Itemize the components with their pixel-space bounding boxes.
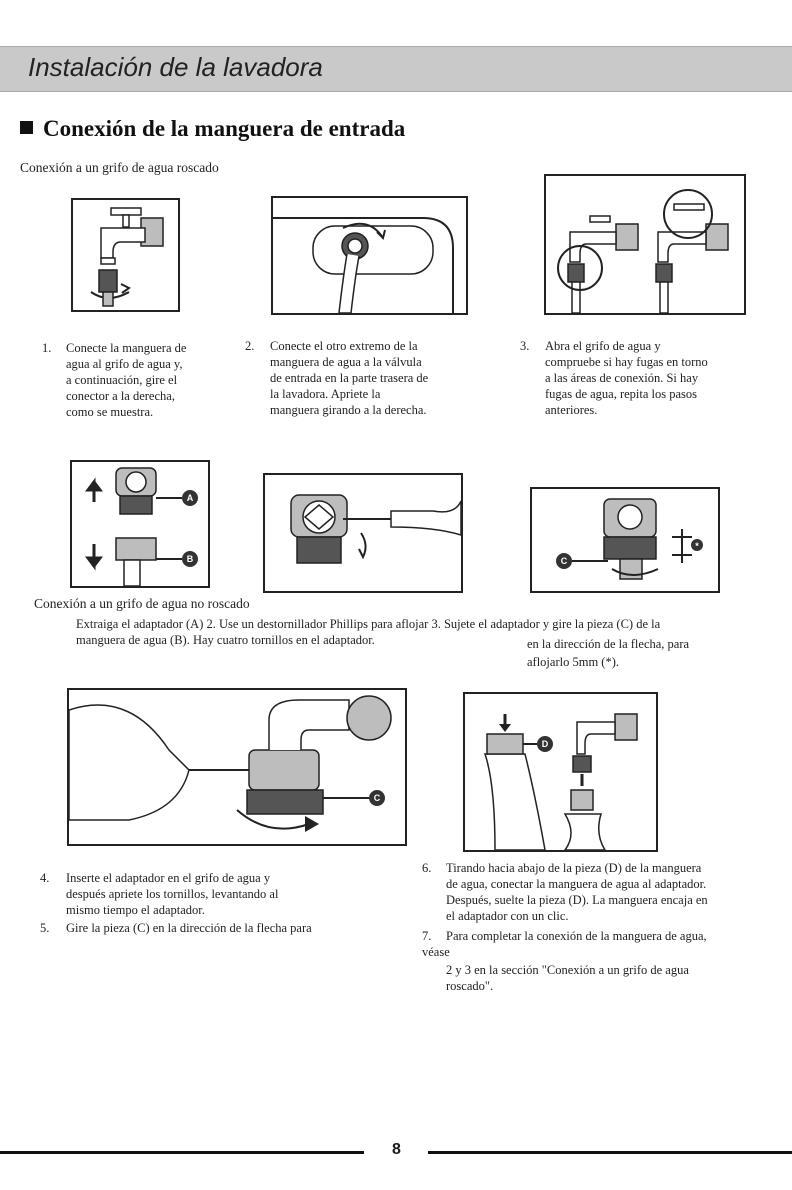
step-1-text bbox=[66, 340, 236, 420]
step-4-number: 4. bbox=[40, 871, 50, 885]
step-2-text bbox=[270, 338, 480, 418]
step-3-line: compruebe si hay fugas en torno bbox=[545, 355, 708, 369]
nonthreaded-subtitle: Conexión a un grifo de agua no roscado bbox=[34, 596, 250, 611]
threaded-subtitle: Conexión a un grifo de agua roscado bbox=[20, 160, 219, 175]
step-1-line: agua al grifo de agua y, bbox=[66, 357, 183, 371]
label-c: C bbox=[560, 556, 568, 566]
step-7-number: 7. bbox=[422, 929, 432, 943]
page-number: 8 bbox=[392, 1141, 401, 1158]
section-title bbox=[20, 116, 405, 142]
step-6-line: Tirando hacia abajo de la pieza (D) de la manguera bbox=[446, 861, 702, 875]
step-6-line: el adaptador con un clic. bbox=[446, 909, 569, 923]
step-2-line: Conecte el otro extremo de la bbox=[270, 339, 418, 353]
step-6-line: de agua, conectar la manguera de agua al adaptador. bbox=[446, 877, 707, 891]
label-star: * bbox=[695, 541, 699, 551]
step-5-text bbox=[66, 920, 366, 936]
figure-check-leaks bbox=[544, 174, 746, 315]
figure-tap-connect bbox=[71, 198, 180, 312]
label-d: D bbox=[541, 739, 549, 749]
label-b: B bbox=[186, 554, 194, 564]
step-5-line: Gire la pieza (C) en la dirección de la flecha para bbox=[66, 921, 312, 935]
step-6-number: 6. bbox=[422, 861, 432, 875]
step-2-line: la lavadora. Apriete la bbox=[270, 387, 381, 401]
step-3-line: Abra el grifo de agua y bbox=[545, 339, 661, 353]
footer-rule-right bbox=[428, 1151, 792, 1154]
step-3-line: fugas de agua, repita los pasos bbox=[545, 387, 698, 401]
nonthreaded-line-2b: en la dirección de la flecha, para bbox=[527, 637, 690, 651]
step-6-line: Después, suelte la pieza (D). La manguera encaja en bbox=[446, 893, 708, 907]
step-2-line: manguera de agua a la válvula bbox=[270, 355, 422, 369]
figure-inlet-valve bbox=[271, 196, 468, 315]
figure-loosen-screws bbox=[263, 473, 463, 593]
step-7-cont: véase bbox=[422, 945, 450, 959]
figure-pull-d bbox=[463, 692, 658, 852]
step-3-line: anteriores. bbox=[545, 403, 598, 417]
step-7-line: roscado". bbox=[446, 979, 494, 993]
step-2-number: 2. bbox=[245, 339, 255, 353]
label-c-2: C bbox=[373, 793, 381, 803]
step-7-text-2 bbox=[446, 962, 766, 994]
step-3-text bbox=[545, 338, 765, 418]
page-title: Instalación de la lavadora bbox=[28, 52, 323, 82]
label-a: A bbox=[186, 493, 194, 503]
figure-insert-adapter bbox=[67, 688, 407, 846]
footer-rule-left bbox=[0, 1151, 364, 1154]
nonthreaded-line-1: Extraiga el adaptador (A) 2. Use un destornillador Phillips para aflojar 3. Sujete el adaptador y gire la pieza (C) de la bbox=[76, 617, 661, 631]
figure-remove-adapter bbox=[70, 460, 210, 588]
step-6-text bbox=[446, 860, 766, 924]
step-4-line: Inserte el adaptador en el grifo de agua y bbox=[66, 871, 271, 885]
step-4-text bbox=[66, 870, 366, 918]
step-7-line: Para completar la conexión de la manguera de agua, bbox=[446, 929, 707, 943]
bullet-square-icon bbox=[20, 121, 33, 134]
step-2-line: manguera girando a la derecha. bbox=[270, 403, 427, 417]
nonthreaded-line-2: manguera de agua (B). Hay cuatro tornillos en el adaptador. bbox=[76, 633, 375, 647]
step-1-number: 1. bbox=[42, 341, 52, 355]
section-title-text: Conexión de la manguera de entrada bbox=[43, 116, 406, 141]
step-1-line: conector a la derecha, bbox=[66, 389, 175, 403]
step-1-line: como se muestra. bbox=[66, 405, 154, 419]
step-5-number: 5. bbox=[40, 921, 50, 935]
step-3-number: 3. bbox=[520, 339, 530, 353]
nonthreaded-line-3b: aflojarlo 5mm (*). bbox=[527, 655, 619, 669]
step-1-line: a continuación, gire el bbox=[66, 373, 178, 387]
step-3-line: a las áreas de conexión. Si hay bbox=[545, 371, 699, 385]
step-4-line: mismo tiempo el adaptador. bbox=[66, 903, 205, 917]
step-2-line: de entrada en la parte trasera de bbox=[270, 371, 429, 385]
figure-turn-c bbox=[530, 487, 720, 593]
step-7-line: 2 y 3 en la sección "Conexión a un grifo de agua bbox=[446, 963, 689, 977]
step-1-line: Conecte la manguera de bbox=[66, 341, 187, 355]
step-7-text bbox=[446, 928, 766, 944]
step-4-line: después apriete los tornillos, levantando al bbox=[66, 887, 279, 901]
